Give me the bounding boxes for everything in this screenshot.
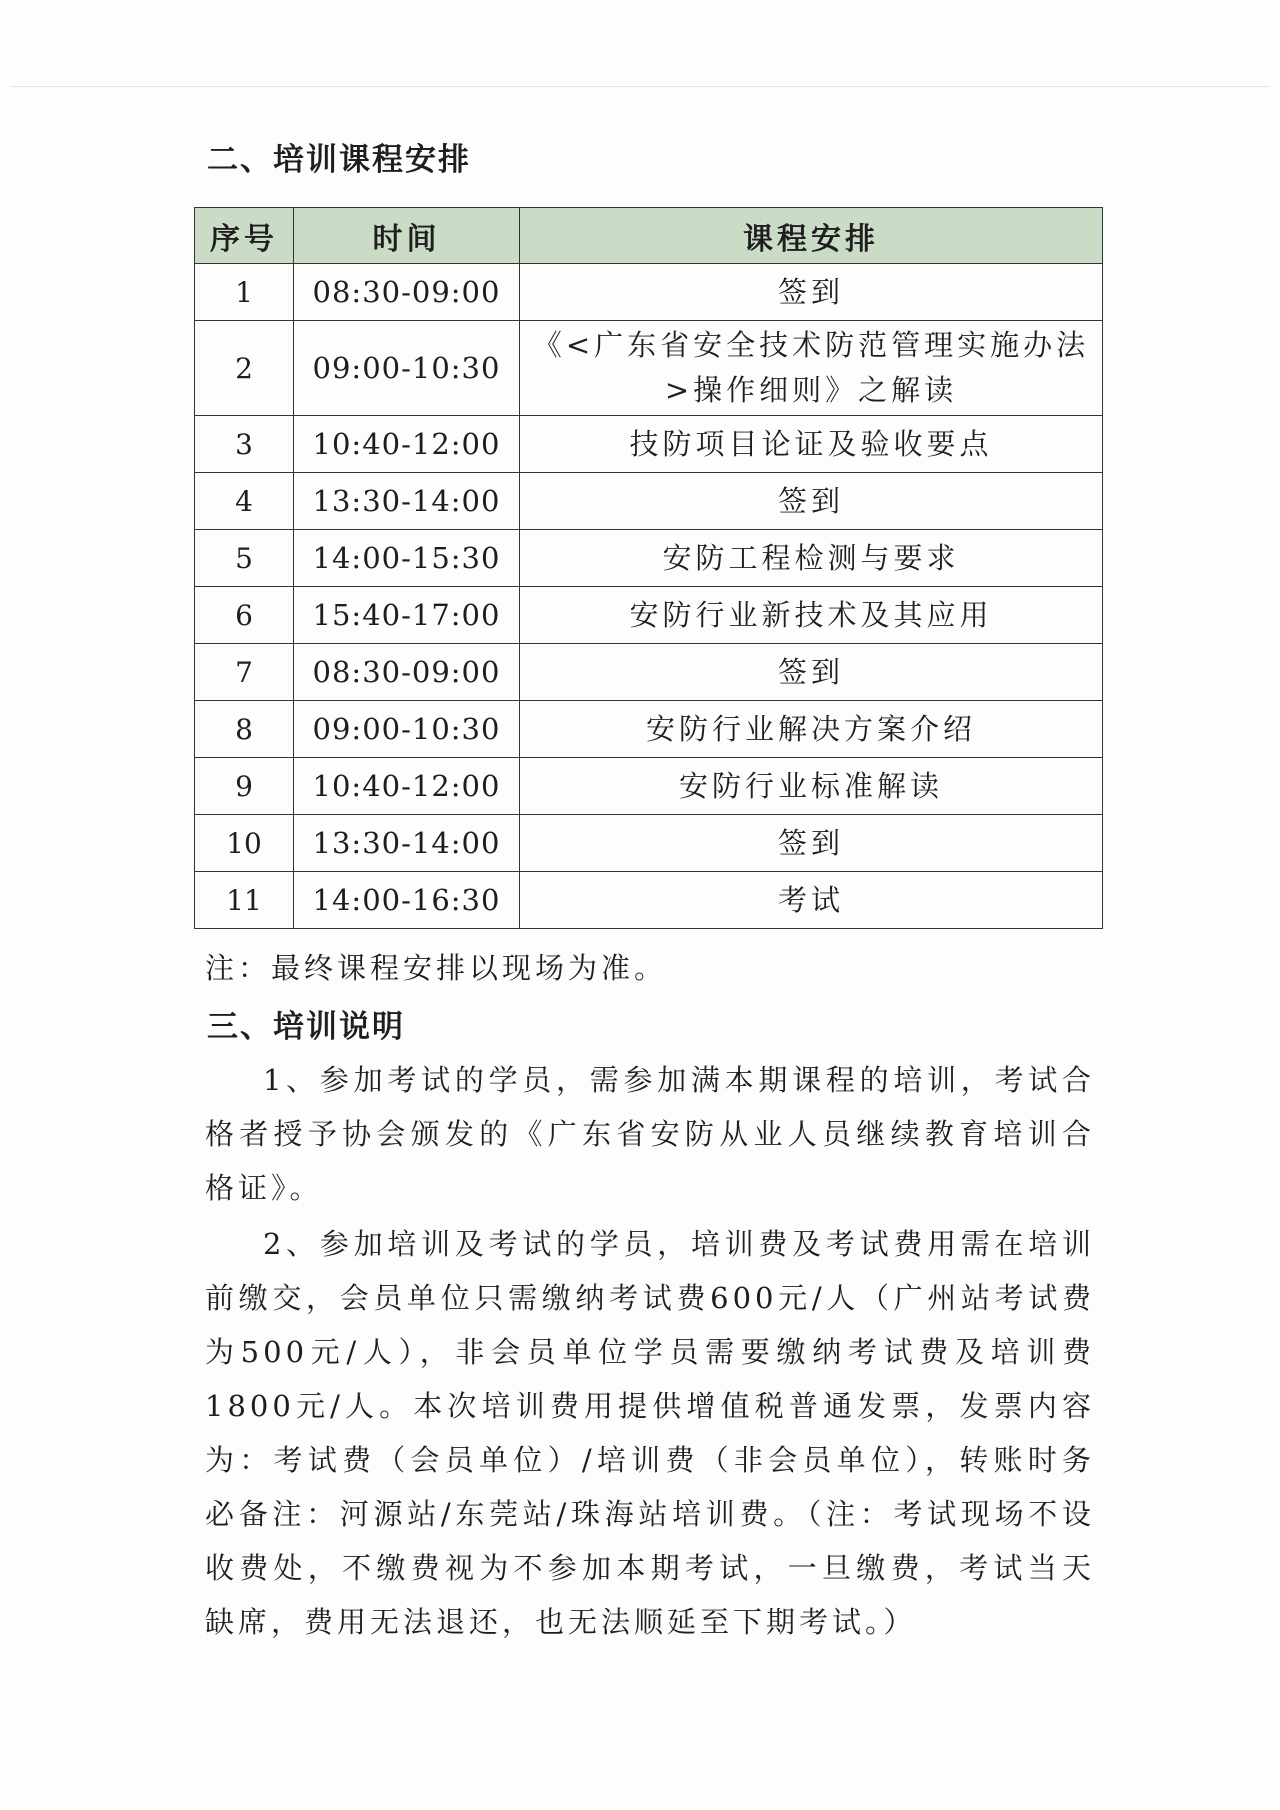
row-number: 1 bbox=[195, 264, 294, 321]
row-course: 安防行业标准解读 bbox=[520, 758, 1103, 815]
row-time: 14:00-16:30 bbox=[294, 872, 520, 929]
row-course: 签到 bbox=[520, 815, 1103, 872]
row-number: 2 bbox=[195, 321, 294, 416]
column-header-course: 课程安排 bbox=[520, 208, 1103, 264]
row-time: 10:40-12:00 bbox=[294, 416, 520, 473]
row-time: 13:30-14:00 bbox=[294, 815, 520, 872]
schedule-note: 注：最终课程安排以现场为准。 bbox=[205, 951, 668, 985]
table-row bbox=[195, 701, 1103, 758]
table-row bbox=[195, 416, 1103, 473]
row-course: 《<广东省安全技术防范管理实施办法>操作细则》之解读 bbox=[520, 321, 1103, 416]
table-row bbox=[195, 473, 1103, 530]
table-row bbox=[195, 644, 1103, 701]
row-course: 考试 bbox=[520, 872, 1103, 929]
row-number: 10 bbox=[195, 815, 294, 872]
table-row bbox=[195, 321, 1103, 416]
row-number: 11 bbox=[195, 872, 294, 929]
course-schedule-table bbox=[194, 207, 1103, 929]
row-time: 14:00-15:30 bbox=[294, 530, 520, 587]
column-header-seq: 序号 bbox=[195, 208, 294, 264]
row-course: 安防工程检测与要求 bbox=[520, 530, 1103, 587]
table-row bbox=[195, 758, 1103, 815]
row-time: 10:40-12:00 bbox=[294, 758, 520, 815]
row-time: 09:00-10:30 bbox=[294, 321, 520, 416]
row-time: 09:00-10:30 bbox=[294, 701, 520, 758]
row-course: 安防行业新技术及其应用 bbox=[520, 587, 1103, 644]
row-number: 8 bbox=[195, 701, 294, 758]
section-heading-training-notes: 三、培训说明 bbox=[207, 1009, 405, 1045]
row-number: 3 bbox=[195, 416, 294, 473]
row-course: 签到 bbox=[520, 264, 1103, 321]
row-course: 技防项目论证及验收要点 bbox=[520, 416, 1103, 473]
row-time: 15:40-17:00 bbox=[294, 587, 520, 644]
row-time: 08:30-09:00 bbox=[294, 264, 520, 321]
row-number: 5 bbox=[195, 530, 294, 587]
page-top-rule bbox=[10, 86, 1270, 87]
row-course: 签到 bbox=[520, 644, 1103, 701]
row-time: 13:30-14:00 bbox=[294, 473, 520, 530]
section-heading-training-schedule: 二、培训课程安排 bbox=[207, 142, 471, 178]
table-row bbox=[195, 530, 1103, 587]
training-note-paragraph-1: 1、参加考试的学员，需参加满本期课程的培训，考试合格者授予协会颁发的《广东省安防从业人员继续教育培训合格证》。 bbox=[205, 1063, 1095, 1205]
row-course: 安防行业解决方案介绍 bbox=[520, 701, 1103, 758]
row-course: 签到 bbox=[520, 473, 1103, 530]
table-row bbox=[195, 815, 1103, 872]
row-number: 4 bbox=[195, 473, 294, 530]
table-row bbox=[195, 872, 1103, 929]
column-header-time: 时间 bbox=[294, 208, 520, 264]
table-row bbox=[195, 264, 1103, 321]
row-number: 7 bbox=[195, 644, 294, 701]
row-time: 08:30-09:00 bbox=[294, 644, 520, 701]
row-number: 9 bbox=[195, 758, 294, 815]
row-number: 6 bbox=[195, 587, 294, 644]
table-row bbox=[195, 587, 1103, 644]
training-note-paragraph-2: 2、参加培训及考试的学员，培训费及考试费用需在培训前缴交，会员单位只需缴纳考试费600元/人（广州站考试费为500元/人），非会员单位学员需要缴纳考试费及培训费1800元/人。本次培训费用提供增值税普通发票，发票内容为：考试费（会员单位）/培训费（非会员单位），转账时务必备注：河源站/东莞站/珠海站培训费。（注：考试现场不设收费处，不缴费视为不参加本期考试，一旦缴费，考试当天缺席，费用无法退还，也无法顺延至下期考试。） bbox=[205, 1227, 1095, 1639]
table-header-row bbox=[195, 208, 1103, 264]
